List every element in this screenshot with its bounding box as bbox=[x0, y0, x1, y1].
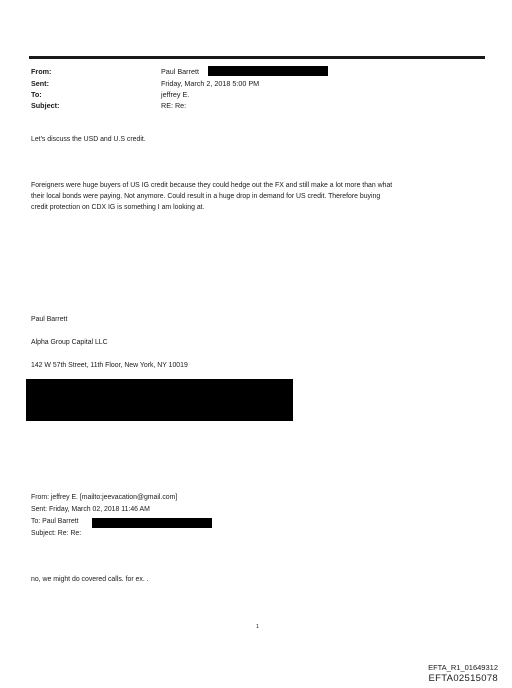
from-value: Paul Barrett bbox=[161, 67, 199, 76]
redaction-box bbox=[208, 66, 328, 76]
sent-label: Sent: bbox=[31, 79, 49, 88]
bates-number: EFTA02515078 bbox=[428, 673, 498, 684]
redaction-box bbox=[26, 379, 293, 421]
quoted-subject: Subject: Re: Re: bbox=[31, 530, 82, 537]
sent-value: Friday, March 2, 2018 5:00 PM bbox=[161, 79, 260, 88]
signature-company: Alpha Group Capital LLC bbox=[31, 339, 108, 346]
quoted-to: To: Paul Barrett bbox=[31, 518, 79, 525]
paragraph-line: their local bonds were paying. Not anymore. Could result in a huge drop in demand for US credit. Therefore buying bbox=[31, 193, 381, 200]
to-value: jeffrey E. bbox=[161, 90, 190, 99]
quoted-from: From: jeffrey E. [mailto:jeevacation@gmail.com] bbox=[31, 494, 178, 501]
signature-address: 142 W 57th Street, 11th Floor, New York, NY 10019 bbox=[31, 362, 188, 369]
subject-label: Subject: bbox=[31, 101, 60, 110]
paragraph-line: Foreigners were huge buyers of US IG credit because they could hedge out the FX and still make a lot more than what bbox=[31, 182, 393, 189]
bates-number: EFTA_R1_01649312 bbox=[428, 663, 498, 672]
page-number: 1 bbox=[256, 624, 260, 630]
from-label: From: bbox=[31, 67, 52, 76]
quoted-message: no, we might do covered calls. for ex. . bbox=[31, 576, 149, 583]
header-rule bbox=[29, 56, 485, 59]
subject-value: RE: Re: bbox=[161, 101, 187, 110]
body-line: Let's discuss the USD and U.S credit. bbox=[31, 136, 146, 143]
paragraph-line: credit protection on CDX IG is something I am looking at. bbox=[31, 204, 205, 211]
to-label: To: bbox=[31, 90, 42, 99]
signature-name: Paul Barrett bbox=[31, 316, 68, 323]
redaction-box bbox=[92, 518, 212, 528]
quoted-sent: Sent: Friday, March 02, 2018 11:46 AM bbox=[31, 506, 150, 513]
